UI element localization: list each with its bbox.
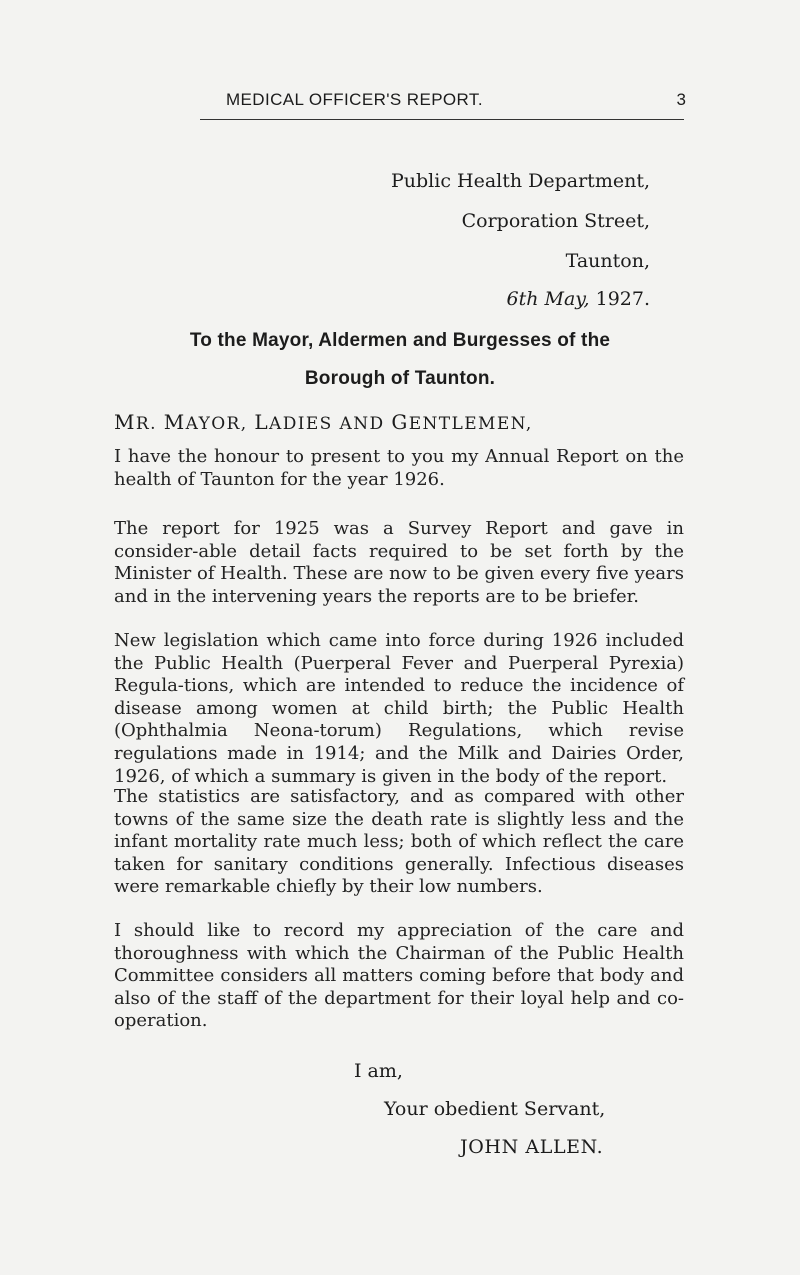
address-line-2: Corporation Street, (461, 210, 650, 232)
address-line-3: Taunton, (565, 250, 650, 272)
header-title: MEDICAL OFFICER'S REPORT. (226, 90, 483, 109)
paragraph-survey: The report for 1925 was a Survey Report and gave in consider-able detail facts required to be set forth by the Minister of Health. These are now to be given every five years and in the intervening years the reports are to be briefer. (114, 518, 684, 607)
page-number: 3 (676, 90, 686, 109)
date-day: 6th May, (506, 288, 590, 310)
addressee-line-2: Borough of Taunton. (304, 368, 496, 389)
paragraph-legislation: New legislation which came into force during 1926 included the Public Health (Puerperal Fever and Puerperal Pyrexia) Regula-tions, which are intended to reduce the incidence of disease among women at child birth; the Public Health (Ophthalmia Neona-torum) Regulations, which revise regulations made in 1914; and the Milk and Dairies Order, 1926, of which a summary is given in the body of the report. (114, 630, 684, 787)
date-year: 1927. (589, 288, 650, 310)
paragraph-statistics: The statistics are satisfactory, and as compared with other towns of the same size the death rate is slightly less and the infant mortality rate much less; both of which reflect the care taken for sanitary conditions generally. Infectious diseases were remarkable chiefly by their low numbers. (114, 786, 684, 898)
address-line-1: Public Health Department, (390, 170, 650, 192)
closing-line-2: Your obedient Servant, (384, 1098, 606, 1120)
paragraph-appreciation: I should like to record my appreciation of the care and thoroughness with which the Chairman of the Public Health Committee considers all matters coming before that body and also of the staff of the department for their loyal help and co-operation. (114, 920, 684, 1032)
salutation: MR. MAYOR, LADIES AND GENTLEMEN, (114, 410, 533, 434)
header-rule (200, 119, 684, 120)
letter-date (507, 288, 650, 310)
running-header (226, 90, 686, 114)
signatory-name: JOHN ALLEN. (460, 1136, 604, 1158)
closing-line-1: I am, (354, 1060, 403, 1082)
paragraph-intro: I have the honour to present to you my Annual Report on the health of Taunton for the year 1926. (114, 446, 684, 490)
addressee-line-1: To the Mayor, Aldermen and Burgesses of the (189, 330, 611, 351)
